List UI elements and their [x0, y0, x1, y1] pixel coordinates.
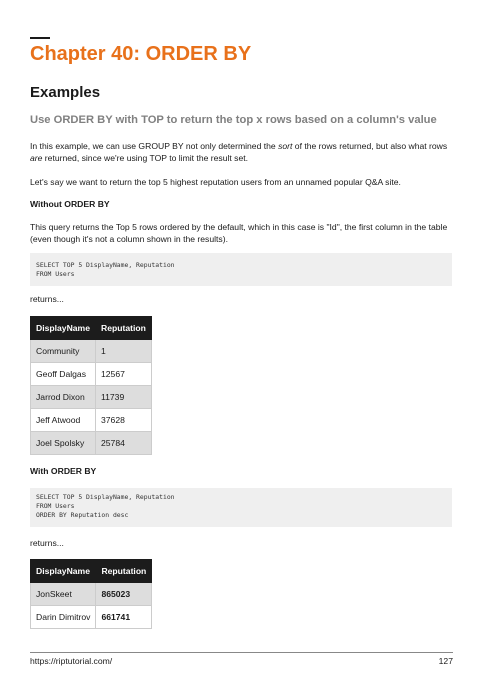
column-header-reputation: Reputation	[95, 317, 151, 340]
cell-reputation: 11739	[95, 386, 151, 409]
without-order-by-heading: Without ORDER BY	[30, 199, 110, 209]
intro-paragraph: In this example, we can use GROUP BY not only determined the sort of the rows returned, but also what rows are returned, since we're using TOP to limit the result set.	[30, 141, 448, 164]
document-page	[30, 0, 453, 679]
cell-reputation: 661741	[96, 606, 152, 629]
returns-label: returns...	[30, 538, 64, 548]
table-row	[31, 386, 152, 409]
code-line: FROM Users	[36, 502, 75, 510]
chapter-rule	[30, 37, 50, 39]
code-line: FROM Users	[36, 270, 75, 278]
code-block-without-order-by	[30, 253, 452, 286]
footer-url[interactable]: https://riptutorial.com/	[30, 656, 113, 666]
section-heading: Examples	[30, 84, 101, 101]
cell-displayname: JonSkeet	[31, 583, 96, 606]
column-header-displayname: DisplayName	[31, 317, 96, 340]
cell-displayname: Joel Spolsky	[31, 432, 96, 455]
results-table-with-order-by	[30, 559, 152, 629]
code-block-with-order-by	[30, 488, 452, 527]
cell-displayname: Community	[31, 340, 96, 363]
with-order-by-heading: With ORDER BY	[30, 466, 97, 476]
chapter-title: Chapter 40: ORDER BY	[30, 43, 252, 65]
table-row	[31, 606, 152, 629]
cell-reputation: 25784	[95, 432, 151, 455]
table-row	[31, 409, 152, 432]
cell-reputation: 37628	[95, 409, 151, 432]
code-line: SELECT TOP 5 DisplayName, Reputation	[36, 261, 175, 269]
cell-reputation: 1	[95, 340, 151, 363]
cell-displayname: Geoff Dalgas	[31, 363, 96, 386]
lets-say-paragraph: Let's say we want to return the top 5 highest reputation users from an unnamed popular Q&A site.	[30, 177, 401, 187]
cell-displayname: Jeff Atwood	[31, 409, 96, 432]
table-row	[31, 363, 152, 386]
table-row	[31, 340, 152, 363]
cell-displayname: Jarrod Dixon	[31, 386, 96, 409]
table-row	[31, 583, 152, 606]
returns-label: returns...	[30, 294, 64, 304]
results-table-without-order-by	[30, 316, 152, 455]
code-line: SELECT TOP 5 DisplayName, Reputation	[36, 493, 175, 501]
column-header-displayname: DisplayName	[31, 560, 96, 583]
table-row	[31, 432, 152, 455]
code-line: ORDER BY Reputation desc	[36, 511, 129, 519]
page-number: 127	[438, 656, 453, 666]
cell-displayname: Darin Dimitrov	[31, 606, 96, 629]
cell-reputation: 865023	[96, 583, 152, 606]
default-order-paragraph: This query returns the Top 5 rows ordered by the default, which in this case is "Id", the first column in the table (even though it's not a column shown in the results).	[30, 222, 448, 245]
cell-reputation: 12567	[95, 363, 151, 386]
footer-rule	[30, 652, 453, 653]
column-header-reputation: Reputation	[96, 560, 152, 583]
subsection-heading: Use ORDER BY with TOP to return the top x rows based on a column's value	[30, 114, 437, 126]
